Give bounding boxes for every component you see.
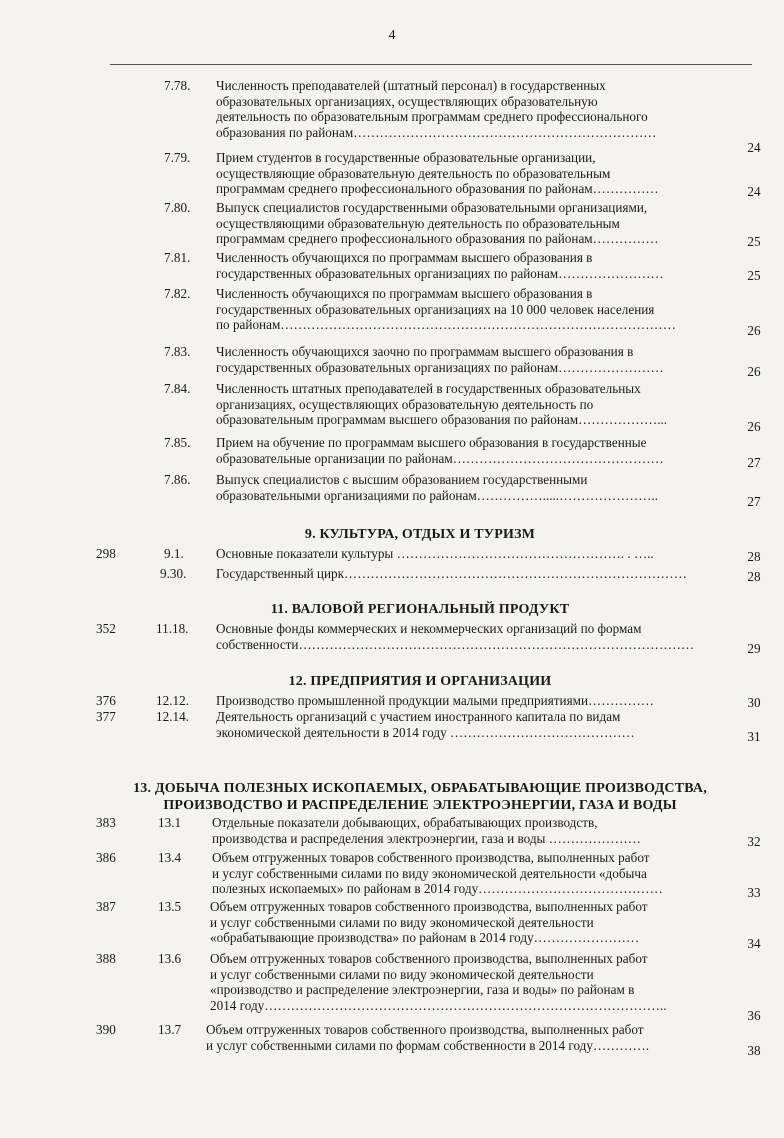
entry-title: Прием на обучение по программам высшего образования в государственные образовательные организации по районам…………………………………………: [216, 435, 664, 466]
section-title: 11. ВАЛОВОЙ РЕГИОНАЛЬНЫЙ ПРОДУКТ: [270, 602, 570, 617]
entry-page: 32: [747, 834, 761, 849]
entry-number: 7.83.: [164, 344, 191, 359]
entry-page: 25: [747, 268, 761, 283]
entry-reference: 383: [96, 815, 116, 830]
entry-page: 29: [747, 641, 761, 656]
entry-number: 7.86.: [164, 472, 191, 487]
entry-number: 7.81.: [164, 250, 191, 265]
entry-number: 7.85.: [164, 435, 191, 450]
section-title-line-1: 13. ДОБЫЧА ПОЛЕЗНЫХ ИСКОПАЕМЫХ, ОБРАБАТЫВАЮЩИЕ ПРОИЗВОДСТВА,: [133, 781, 707, 796]
entry-title: Государственный цирк……………………………………………………………………: [216, 566, 687, 581]
entry-page: 34: [747, 936, 761, 951]
entry-number: 13.5: [158, 899, 182, 914]
header-divider: [110, 64, 752, 65]
entry-reference: 388: [96, 951, 116, 966]
entry-number: 7.78.: [164, 78, 191, 93]
section-title: 12. ПРЕДПРИЯТИЯ И ОРГАНИЗАЦИИ: [288, 674, 552, 689]
entry-title: Выпуск специалистов с высшим образованием государственными образовательными организациями по районам…………….....…………………..: [216, 472, 659, 503]
entry-page: 27: [747, 455, 761, 470]
entry-number: 11.18.: [156, 621, 189, 636]
entry-reference: 352: [96, 621, 116, 636]
entry-page: 36: [747, 1008, 761, 1023]
entry-number: 7.79.: [164, 150, 191, 165]
entry-number: 13.7: [158, 1022, 182, 1037]
entry-title: Численность преподавателей (штатный персонал) в государственных образовательных организациях, осуществляющих образовательную деятельность по образовательным программам среднего профессионального образования по районам……………………………………………………………: [216, 78, 657, 140]
entry-page: 33: [747, 885, 761, 900]
entry-title: Объем отгруженных товаров собственного производства, выполненных работ и услуг собственными силами по виду экономической деятельности «добыча полезных ископаемых» по районам в 2014 году……………………………………: [212, 850, 663, 896]
entry-title: Численность обучающихся по программам высшего образования в государственных образовательных организациях по районам……………………: [216, 250, 664, 281]
entry-page: 27: [747, 494, 761, 509]
entry-title: Отдельные показатели добывающих, обрабатывающих производств, производства и распределения электроэнергии, газа и воды …………………: [212, 815, 641, 846]
entry-page: 24: [747, 184, 761, 199]
entry-reference: 377: [96, 709, 116, 724]
entry-title: Основные фонды коммерческих и некоммерческих организаций по формам собственности………………………………………………………………………………: [216, 621, 695, 652]
entry-number: 7.80.: [164, 200, 191, 215]
entry-page: 26: [747, 419, 761, 434]
section-title: 9. КУЛЬТУРА, ОТДЫХ И ТУРИЗМ: [304, 527, 536, 542]
entry-page: 25: [747, 234, 761, 249]
entry-page: 38: [747, 1043, 761, 1058]
entry-reference: 390: [96, 1022, 116, 1037]
entry-number: 9.1.: [164, 546, 184, 561]
entry-number: 12.12.: [156, 693, 189, 708]
entry-number: 7.82.: [164, 286, 191, 301]
entry-reference: 376: [96, 693, 116, 708]
entry-page: 28: [747, 549, 761, 564]
entry-title: Прием студентов в государственные образовательные организации, осуществляющие образовательную деятельность по образовательным программам среднего профессионального образования по районам……………: [216, 150, 659, 196]
entry-number: 12.14.: [156, 709, 189, 724]
entry-title: Объем отгруженных товаров собственного производства, выполненных работ и услуг собственными силами по виду экономической деятельности «производство и распределение электроэнергии, газа и воды» по районам в 2014 году………………………………………………………………………………..: [210, 951, 667, 1013]
entry-title: Численность обучающихся заочно по программам высшего образования в государственных образовательных организациях по районам……………………: [216, 344, 664, 375]
entry-reference: 386: [96, 850, 116, 865]
entry-reference: 298: [96, 546, 116, 561]
entry-title: Объем отгруженных товаров собственного производства, выполненных работ и услуг собственными силами по формам собственности в 2014 году………….: [206, 1022, 650, 1053]
entry-page: 28: [747, 569, 761, 584]
entry-title: Численность штатных преподавателей в государственных образовательных организациях, осуществляющих образовательную деятельность по образовательным программам высшего образования по районам………………...: [216, 381, 668, 427]
entry-title: Выпуск специалистов государственными образовательными организациями, осуществляющими образовательную деятельность по образовательным программам среднего профессионального образования по районам……………: [216, 200, 659, 246]
entry-number: 13.4: [158, 850, 182, 865]
entry-page: 26: [747, 323, 761, 338]
entry-page: 31: [747, 729, 761, 744]
entry-number: 7.84.: [164, 381, 191, 396]
entry-reference: 387: [96, 899, 116, 914]
entry-title: Производство промышленной продукции малыми предприятиями……………: [216, 693, 654, 708]
entry-title: Объем отгруженных товаров собственного производства, выполненных работ и услуг собственными силами по виду экономической деятельности «обрабатывающие производства» по районам в 2014 году……………………: [210, 899, 648, 945]
entry-number: 13.6: [158, 951, 182, 966]
entry-title: Основные показатели культуры ……………………………………………. . …..: [216, 546, 654, 561]
entry-page: 26: [747, 364, 761, 379]
entry-page: 24: [747, 140, 761, 155]
entry-page: 30: [747, 695, 761, 710]
page-number: 4: [388, 28, 396, 43]
entry-title: Деятельность организаций с участием иностранного капитала по видам экономической деятельности в 2014 году ……………………………………: [216, 709, 635, 740]
section-title-line-2: ПРОИЗВОДСТВО И РАСПРЕДЕЛЕНИЕ ЭЛЕКТРОЭНЕРГИИ, ГАЗА И ВОДЫ: [163, 798, 677, 813]
entry-number: 9.30.: [160, 566, 187, 581]
entry-title: Численность обучающихся по программам высшего образования в государственных образовательных организациях на 10 000 человек населения по районам………………………………………………………………………………: [216, 286, 676, 332]
entry-number: 13.1: [158, 815, 182, 830]
